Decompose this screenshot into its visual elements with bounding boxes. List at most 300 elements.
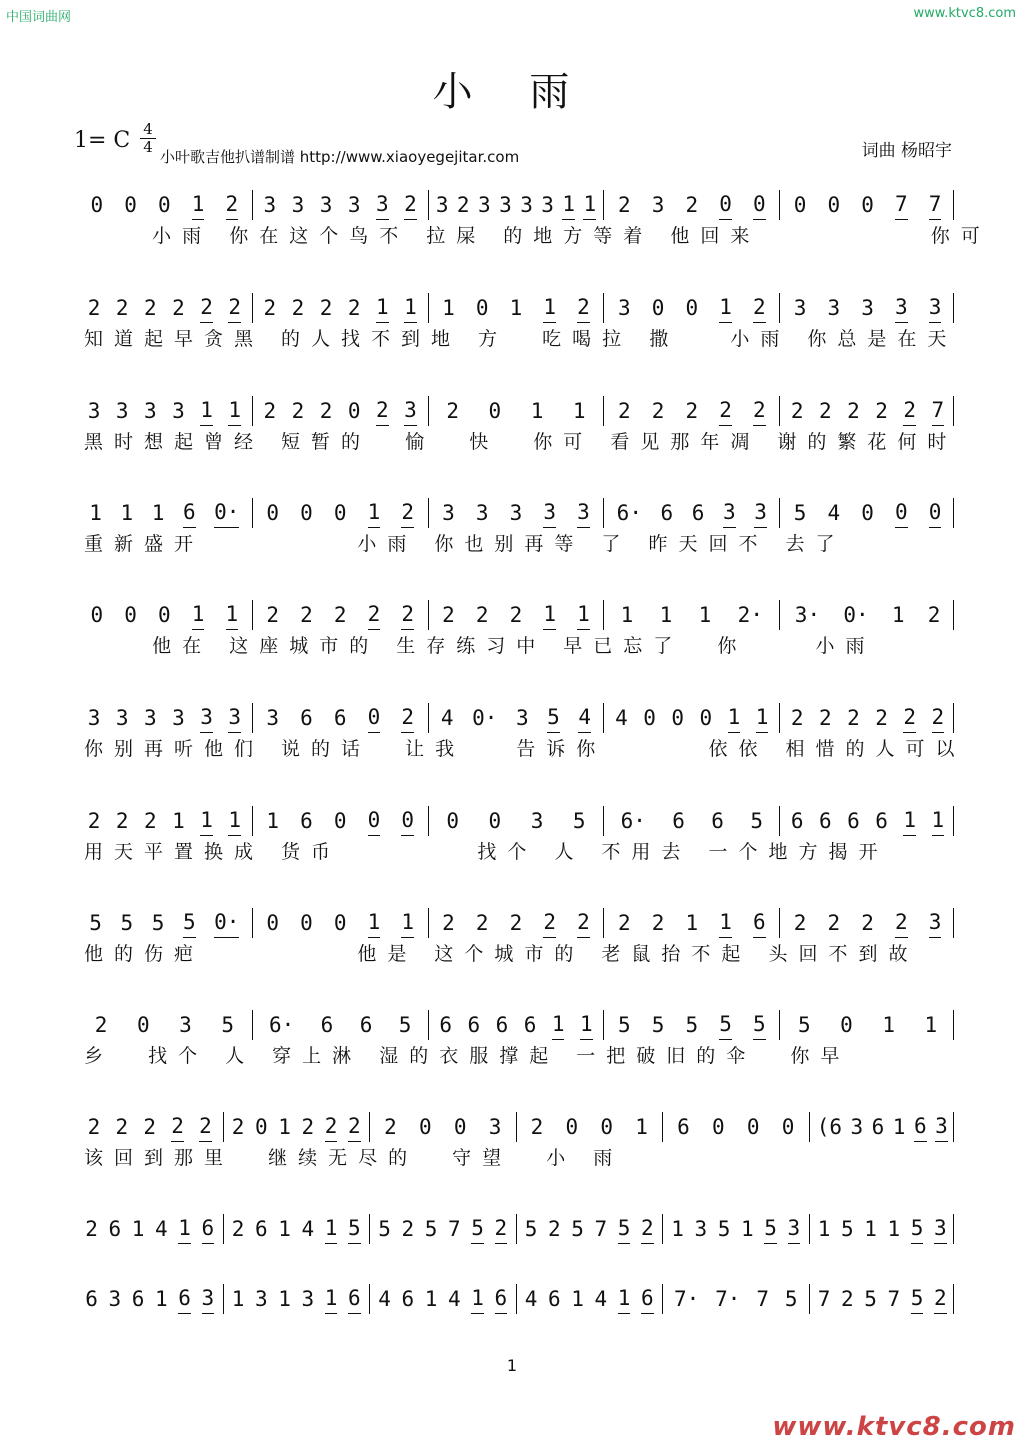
bar-line [428, 498, 429, 528]
note: 1 [562, 192, 575, 220]
measure [80, 1114, 220, 1142]
note: 1 [131, 1217, 145, 1241]
bar-line [779, 908, 780, 938]
note: 2 [875, 399, 888, 423]
note: 0 [266, 911, 279, 935]
note: 6 [819, 809, 832, 833]
note: 0 [600, 1115, 614, 1139]
notation-line [80, 596, 952, 630]
measure [813, 1114, 953, 1142]
bar-line [252, 806, 253, 836]
note: 6 [495, 1286, 508, 1314]
note: 1 [278, 1287, 291, 1311]
note: 0 [488, 809, 502, 833]
note: 0 [753, 192, 766, 220]
time-signature [140, 122, 156, 155]
bar-line-end [953, 1284, 954, 1314]
note: 2 [819, 399, 832, 423]
note: 0 [929, 500, 942, 528]
score-row [80, 904, 952, 970]
note: 4 [301, 1217, 315, 1241]
page-title: 小 雨 [432, 69, 592, 115]
bar-line [252, 1010, 253, 1040]
note: 1 [756, 705, 769, 733]
note: 6· [268, 1013, 295, 1037]
note: 2 [368, 602, 381, 630]
note: 3 [228, 705, 241, 733]
note: 0 [446, 809, 460, 833]
bar-line [779, 498, 780, 528]
note: 2 [401, 1217, 415, 1241]
note: 2 [87, 296, 101, 320]
note: 2 [384, 1115, 397, 1139]
note: 5 [471, 1216, 484, 1244]
measure [256, 705, 425, 733]
note: 1 [659, 603, 673, 627]
note: 2 [401, 602, 414, 630]
note: 0 [453, 1115, 467, 1139]
notation-line [80, 289, 952, 323]
note: 6 [348, 1286, 361, 1314]
note: 0 [781, 1115, 795, 1139]
score-row [80, 699, 966, 765]
note: 3 [850, 1115, 864, 1139]
note: 5 [618, 1216, 631, 1244]
lyrics-line: 你别再听他们 说的话 让我 告诉你 依依 相惜的人可以 [84, 738, 966, 760]
note: 5 [685, 1013, 699, 1037]
note: 5 [717, 1217, 731, 1241]
bar-line [428, 703, 429, 733]
note: 6 [359, 1013, 373, 1037]
bar-line [779, 190, 780, 220]
note: 2 [228, 295, 241, 323]
measure [432, 705, 601, 733]
note: 3 [827, 296, 841, 320]
note: 3 [861, 296, 874, 320]
note: 1 [226, 602, 239, 630]
note: 7 [929, 192, 942, 220]
note: 3 [577, 500, 590, 528]
measure [373, 1286, 513, 1314]
measure [432, 192, 601, 220]
note: 2 [231, 1115, 245, 1139]
measure [666, 1287, 806, 1314]
notation-line [80, 802, 952, 836]
note: 2 [685, 399, 699, 423]
bar-line [603, 908, 604, 938]
bar-line [603, 190, 604, 220]
note: 0· [472, 706, 498, 730]
note: 0 [719, 192, 732, 220]
note: 0 [124, 603, 137, 627]
measure [80, 910, 249, 938]
note: 2 [301, 1115, 315, 1139]
note: 0 [418, 1115, 432, 1139]
note: 5 [764, 1216, 777, 1244]
note: 1 [155, 1287, 168, 1311]
lyrics-line: 知道起早贪黑 的人找不到地 方 吃喝拉 撒 小雨 你总是在天 [84, 328, 958, 350]
note: 6 [333, 706, 347, 730]
lyrics-line: 该回到那里 继续无尽的 守望 小 雨 [84, 1147, 624, 1169]
note: 0 [136, 1013, 150, 1037]
measure [432, 602, 601, 630]
note: 2 [903, 705, 916, 733]
note: 2 [861, 911, 874, 935]
note: 6 [914, 1114, 927, 1142]
note: 4 [155, 1217, 168, 1241]
note: 5 [864, 1287, 877, 1311]
note: 1 [635, 1115, 648, 1139]
bar-line [516, 1112, 517, 1142]
bar-line-end [953, 190, 954, 220]
note: 3 [435, 193, 449, 217]
note: 3 [404, 398, 417, 426]
note: 1 [882, 1013, 895, 1037]
note: 2 [143, 809, 157, 833]
lyrics-line: 用天平置换成 货币 找个 人 不用去 一个地方揭开 [84, 841, 889, 863]
page-number: 1 [506, 1356, 518, 1375]
measure [432, 295, 601, 323]
note: 1 [618, 1286, 631, 1314]
note: 2 [87, 1115, 101, 1139]
note: 0 [746, 1115, 760, 1139]
note: 3 [541, 193, 554, 217]
measure [256, 295, 425, 323]
note: 4 [615, 706, 628, 730]
bar-line [603, 806, 604, 836]
note: 3 [617, 296, 631, 320]
note: 7 [817, 1287, 831, 1311]
note: 2 [927, 603, 941, 627]
note: 3 [143, 706, 157, 730]
note: 2· [737, 603, 763, 627]
measure [607, 398, 776, 426]
bar-line-end [953, 396, 954, 426]
note: 0 [827, 193, 841, 217]
measure [256, 398, 425, 426]
note: 1 [864, 1217, 877, 1241]
note: 6 [401, 1287, 415, 1311]
note: 0 [368, 705, 381, 733]
measure [80, 500, 249, 528]
lyrics-line: 乡 找个 人 穿上淋 湿的衣服撑起 一把破旧的伞 你早 [84, 1045, 851, 1067]
note: 1 [671, 1217, 684, 1241]
bar-line [809, 1112, 810, 1142]
note: 0 [347, 399, 361, 423]
measure [373, 1216, 513, 1244]
note: 2 [347, 296, 361, 320]
bar-line [662, 1112, 663, 1142]
measure [607, 910, 776, 938]
notation-line [80, 1108, 952, 1142]
note: 0 [895, 500, 908, 528]
note: 4 [524, 1287, 538, 1311]
measure [432, 809, 601, 836]
note: 3 [895, 295, 908, 323]
note: 1 [903, 808, 916, 836]
note: 3 [509, 501, 523, 525]
lyrics-line: 黑时想起曾经 短暂的 愉 快 你可 看见那年凋 谢的繁花何时 [84, 431, 958, 453]
note: 2 [475, 911, 489, 935]
note: 1 [266, 809, 279, 833]
note: 5 [348, 1216, 361, 1244]
note: 1 [200, 398, 213, 426]
note: 0 [158, 603, 171, 627]
note: 6 [548, 1287, 561, 1311]
note: 3 [929, 295, 942, 323]
bar-line-end [953, 293, 954, 323]
note: 1 [552, 1012, 565, 1040]
bar-line [428, 806, 429, 836]
note: 6 [641, 1286, 654, 1314]
bar-line [809, 1214, 810, 1244]
note: 3 [172, 706, 185, 730]
note: 1 [401, 910, 414, 938]
measure [607, 603, 776, 630]
bar-line [779, 600, 780, 630]
bar-line [603, 498, 604, 528]
note: 3 [291, 193, 305, 217]
note: 6 [255, 1217, 268, 1241]
bar-line [603, 1010, 604, 1040]
key-signature: 1= C [74, 128, 131, 153]
note: 2 [446, 399, 460, 423]
note: 2 [841, 1287, 854, 1311]
note: 2 [475, 603, 489, 627]
note: 1 [509, 296, 523, 320]
note: 2 [263, 399, 277, 423]
note: 0 [333, 501, 347, 525]
note: 1 [278, 1115, 291, 1139]
note: 6 [753, 910, 766, 938]
note: 2 [903, 398, 916, 426]
note: 1 [172, 809, 185, 833]
note: 3 [266, 706, 279, 730]
note: 2 [577, 910, 590, 938]
note: 0 [300, 911, 313, 935]
bar-line [779, 293, 780, 323]
note: 1 [151, 501, 165, 525]
note: 2 [617, 399, 631, 423]
measure [80, 1013, 249, 1040]
note: 3 [499, 193, 512, 217]
note: 2 [793, 911, 807, 935]
note: 0 [475, 296, 489, 320]
bar-line [428, 190, 429, 220]
note: 2 [401, 500, 414, 528]
measure [80, 602, 249, 630]
bar-line [223, 1284, 224, 1314]
note: 0 [333, 911, 347, 935]
note: 2 [651, 911, 665, 935]
bar-line [428, 600, 429, 630]
note: 5 [753, 1012, 766, 1040]
measure [607, 192, 776, 220]
bar-line [369, 1112, 370, 1142]
note: 5 [793, 501, 807, 525]
note: 4 [448, 1287, 461, 1311]
note: 1 [719, 910, 732, 938]
note: 6 [183, 500, 196, 528]
note: 1 [200, 808, 213, 836]
bar-line-end [953, 806, 954, 836]
note: 0 [651, 296, 665, 320]
bar-line [516, 1284, 517, 1314]
note: 5 [841, 1217, 854, 1241]
time-signature-top: 4 [143, 120, 153, 138]
bar-line-end [953, 703, 954, 733]
score-row [80, 1108, 952, 1174]
note: 2 [115, 809, 129, 833]
note: 6 [495, 1013, 509, 1037]
note: 2 [875, 706, 888, 730]
note: 1 [741, 1217, 754, 1241]
note: 3 [515, 706, 529, 730]
note: 3 [694, 1217, 708, 1241]
notation-line [80, 392, 952, 426]
note: 3 [255, 1287, 268, 1311]
note: 3 [651, 193, 665, 217]
bar-line [428, 1010, 429, 1040]
note: 3 [108, 1287, 122, 1311]
score-row [80, 596, 952, 662]
measure [432, 500, 601, 528]
note: 1 [932, 808, 945, 836]
note: 2 [143, 1115, 157, 1139]
measure [256, 500, 425, 528]
note: 0 [158, 193, 171, 217]
note: 2 [753, 398, 766, 426]
note: 2 [115, 1115, 129, 1139]
note: 6 [320, 1013, 334, 1037]
note: 3 [793, 296, 807, 320]
note: 4 [827, 501, 841, 525]
note: 3 [478, 193, 491, 217]
note: 2 [790, 399, 804, 423]
note: 1 [178, 1216, 191, 1244]
note: 7 [594, 1217, 608, 1241]
measure [80, 1216, 220, 1244]
bar-line-end [953, 1112, 954, 1142]
note: 0· [843, 603, 869, 627]
note: 5 [221, 1013, 234, 1037]
bar-line [223, 1214, 224, 1244]
bar-line [252, 908, 253, 938]
note: 2 [509, 603, 523, 627]
notation-line [80, 186, 952, 220]
note: 3 [488, 1115, 502, 1139]
notation-line [80, 1210, 952, 1244]
note: 0 [565, 1115, 579, 1139]
measure [783, 910, 952, 938]
measure [227, 1114, 367, 1142]
bar-line [779, 703, 780, 733]
bar-line [252, 703, 253, 733]
note: 6 [711, 809, 724, 833]
note: 2 [509, 911, 523, 935]
time-signature-bottom: 4 [143, 138, 153, 156]
note: 5 [89, 911, 102, 935]
note: 1 [368, 910, 381, 938]
note: 2 [641, 1216, 654, 1244]
measure [607, 500, 776, 528]
note: 1 [192, 602, 205, 630]
bar-line [252, 293, 253, 323]
bar-line-end [953, 1214, 954, 1244]
measure [80, 808, 249, 836]
bar-line [428, 396, 429, 426]
note: 6 [178, 1286, 191, 1314]
note: 6 [202, 1216, 215, 1244]
note: 1 [571, 1287, 584, 1311]
note: 6 [300, 809, 313, 833]
note: 0 [861, 501, 874, 525]
note: 2 [827, 911, 841, 935]
note: 1 [442, 296, 455, 320]
note: 0 [643, 706, 656, 730]
note: 2 [200, 295, 213, 323]
note: 3 [200, 705, 213, 733]
note: 2 [456, 193, 470, 217]
note: 1 [192, 192, 205, 220]
note: 3 [143, 399, 157, 423]
measure [783, 705, 952, 733]
note: 1 [577, 602, 590, 630]
note: 0 [90, 603, 104, 627]
note: 7 [887, 1287, 901, 1311]
note: 2 [348, 1114, 361, 1142]
note: 7 [756, 1287, 769, 1311]
note: 6 [871, 1115, 885, 1139]
note: 1 [580, 1012, 593, 1040]
note: 2 [790, 706, 804, 730]
note: 1 [424, 1287, 438, 1311]
note: 3 [929, 910, 942, 938]
lyrics-line: 小雨 你在这个鸟不 拉屎 的地方等着 他回来 你可 [84, 225, 991, 247]
note: 2 [226, 192, 239, 220]
measure [813, 1216, 953, 1244]
note: 1 [817, 1217, 831, 1241]
note: 2 [530, 1115, 544, 1139]
note: 6 [467, 1013, 481, 1037]
bar-line [603, 703, 604, 733]
measure [607, 1012, 776, 1040]
note: 1 [572, 399, 586, 423]
note: 5 [424, 1217, 438, 1241]
bar-line [516, 1214, 517, 1244]
note: 5 [784, 1287, 798, 1311]
note: 1 [583, 192, 596, 220]
note: 1 [719, 295, 732, 323]
note: 6 [847, 809, 860, 833]
note: 2 [85, 1217, 98, 1241]
measure [607, 809, 776, 836]
note: 0 [685, 296, 699, 320]
note: 6 [875, 809, 888, 833]
note: 6 [131, 1287, 145, 1311]
note: 7· [715, 1287, 741, 1311]
site-url-right: www.ktvc8.com [913, 6, 1016, 21]
measure [432, 399, 601, 426]
note: 3 [934, 1216, 947, 1244]
measure [80, 192, 249, 220]
note: 1 [728, 705, 741, 733]
note: 6 [108, 1217, 122, 1241]
note: 1 [924, 1013, 938, 1037]
note: 2 [319, 296, 333, 320]
note: 4 [578, 705, 591, 733]
note: 1 [892, 1115, 906, 1139]
